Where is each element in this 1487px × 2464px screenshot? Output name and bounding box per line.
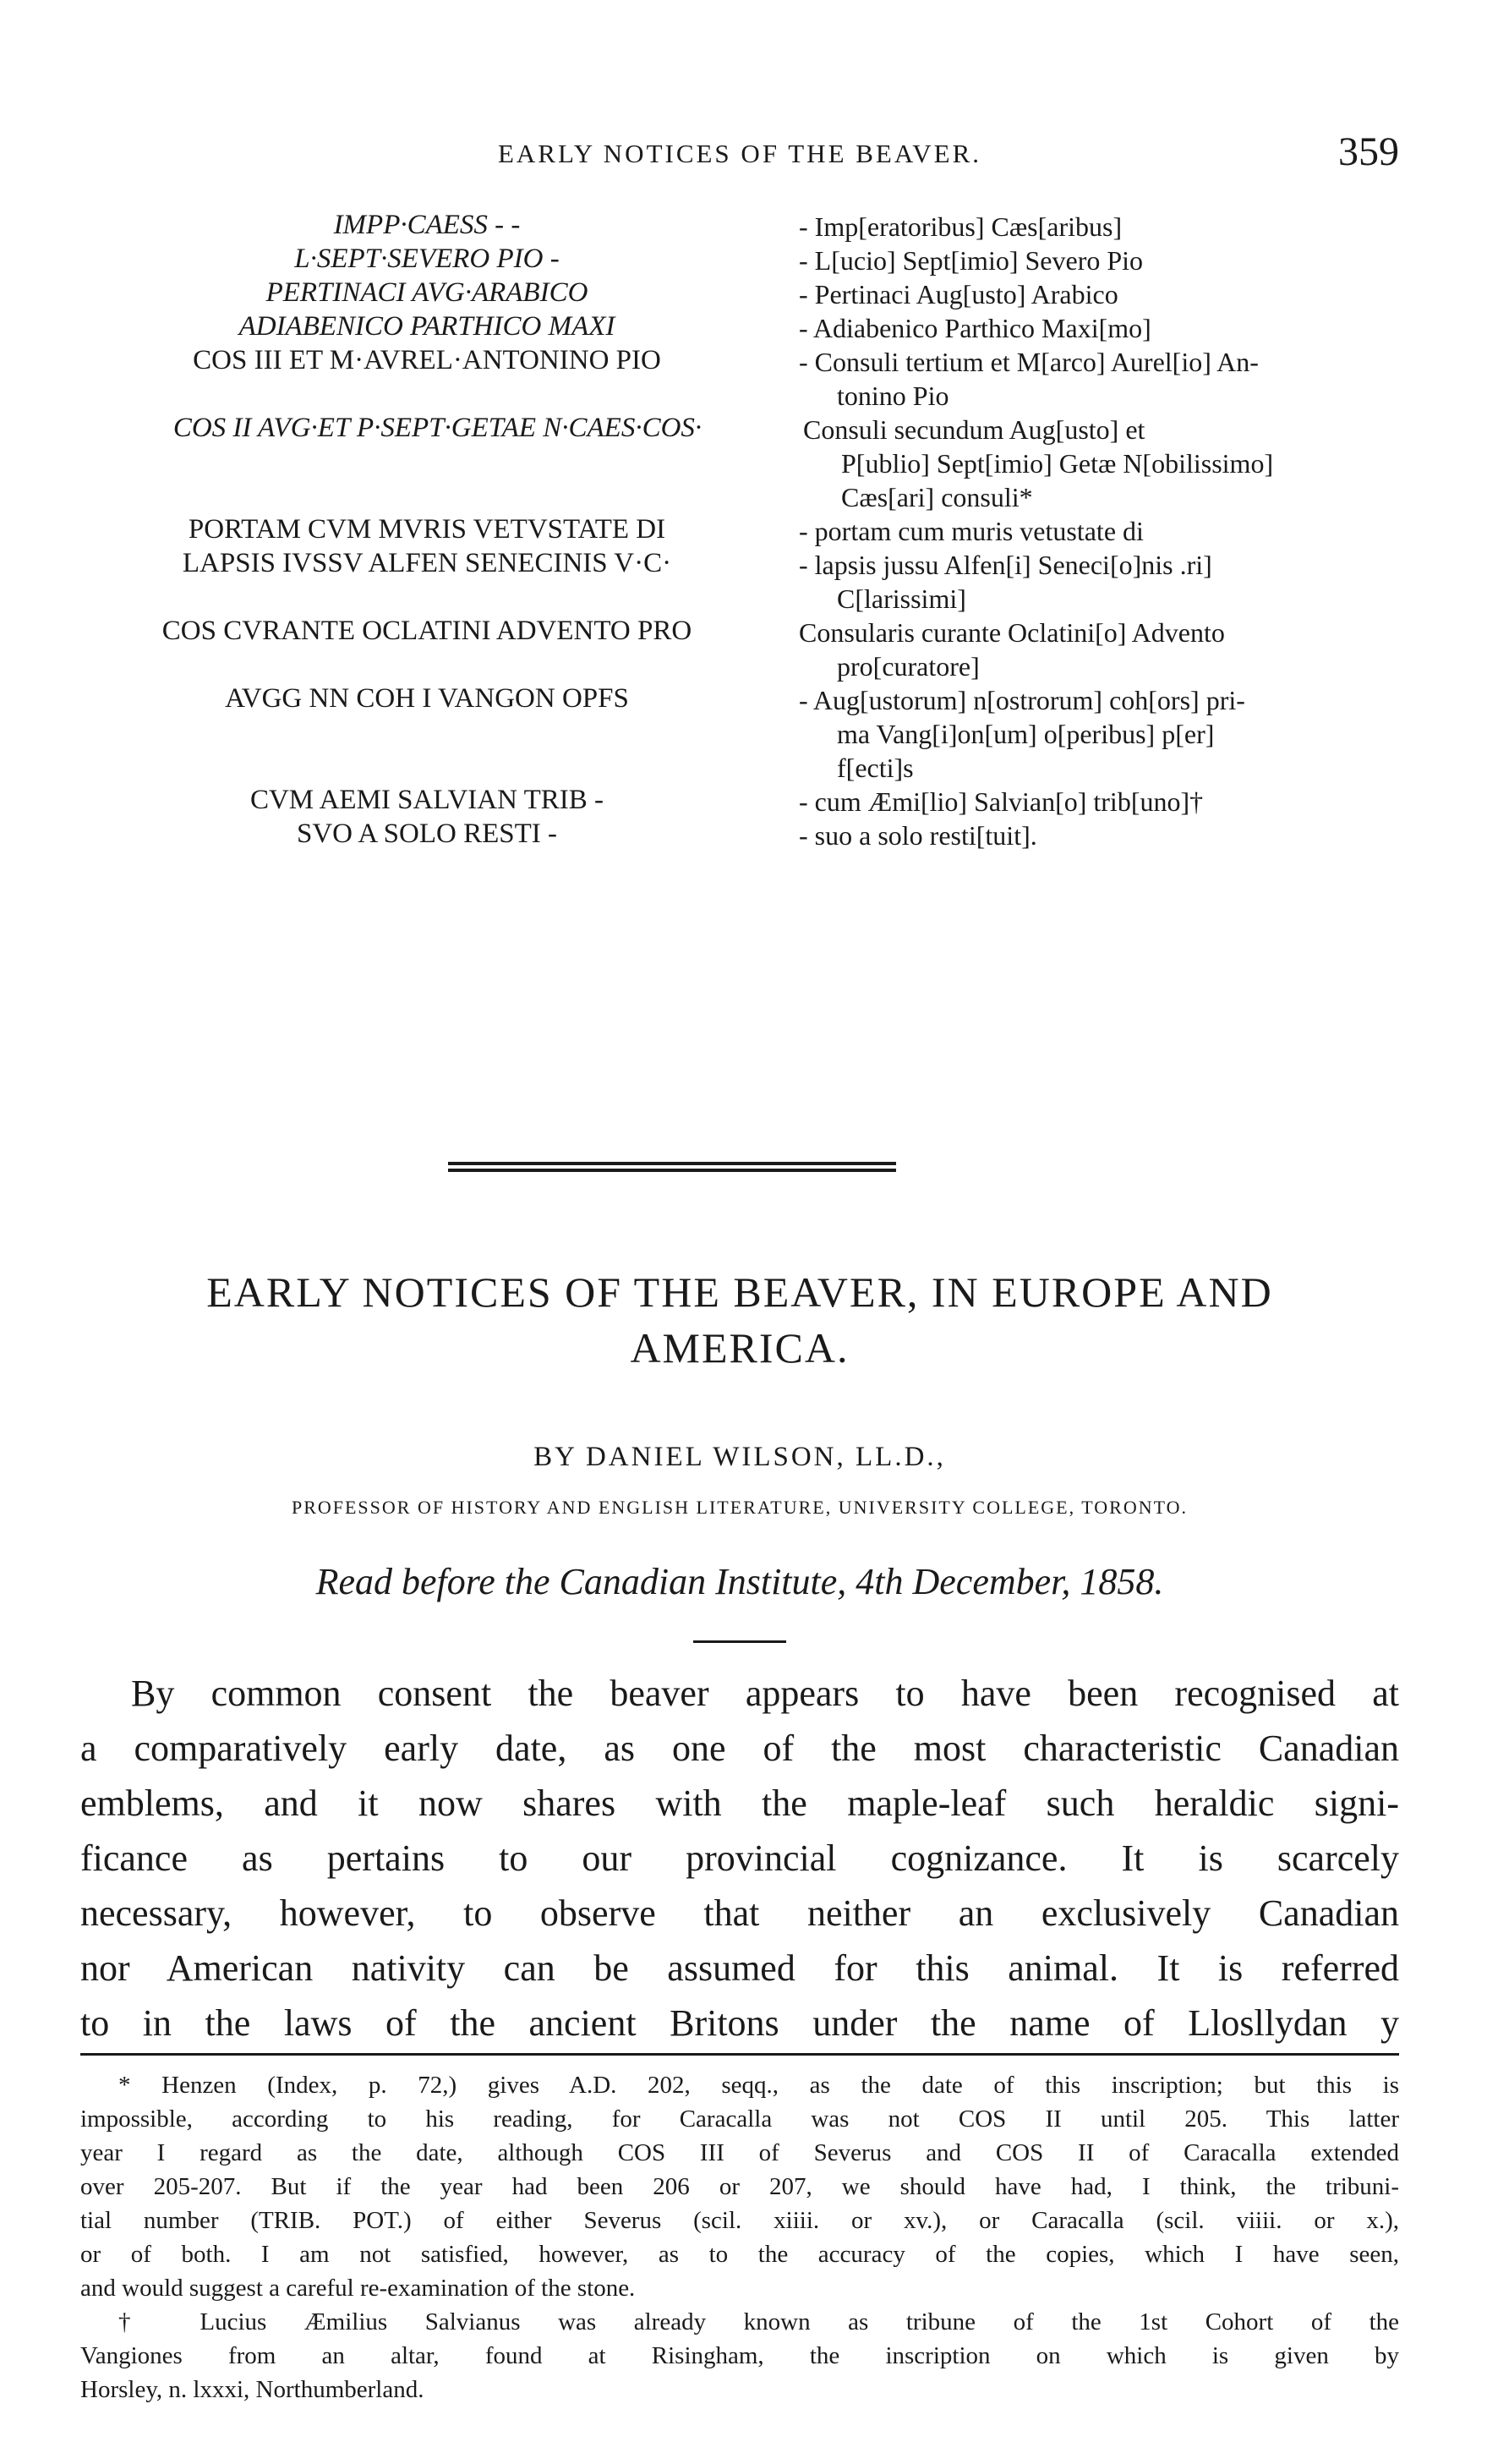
inscription-expansion xyxy=(799,616,1399,683)
footnotes xyxy=(80,2068,1399,2407)
inscription-latin-line: COS III ET M·AVREL·ANTONINO PIO xyxy=(193,345,661,375)
expansion-line: - Imp[eratoribus] Cæs[aribus] xyxy=(799,211,1123,242)
expansion-line: - cum Æmi[lio] Salvian[o] trib[uno]† xyxy=(799,786,1204,817)
body-line: to in the laws of the ancient Britons under the name of Llosllydan y xyxy=(80,2002,1399,2044)
expansion-line: Consuli secundum Aug[usto] et xyxy=(803,414,1145,445)
expansion-line: - Pertinaci Aug[usto] Arabico xyxy=(799,279,1118,309)
expansion-line: P[ublio] Sept[imio] Getæ N[obilissimo] xyxy=(841,448,1274,479)
body-line: emblems, and it now shares with the maple-leaf such heraldic signi- xyxy=(80,1782,1399,1824)
running-head-title: EARLY NOTICES OF THE BEAVER. xyxy=(497,139,982,168)
article-title-line: AMERICA. xyxy=(630,1324,850,1372)
expansion-line: f[ecti]s xyxy=(837,753,914,783)
inscription-expansion xyxy=(799,548,1399,616)
inscription-latin-line: COS CVRANTE OCLATINI ADVENTO PRO xyxy=(161,616,692,646)
expansion-line: - suo a solo resti[tuit]. xyxy=(799,820,1037,851)
inscription-expansion xyxy=(799,311,1399,345)
read-before-note: Read before the Canadian Institute, 4th December, 1858. xyxy=(315,1561,1164,1602)
inscription-latin-line: AVGG NN COH I VANGON OPFS xyxy=(225,683,629,714)
expansion-line: Consularis curante Oclatini[o] Advento xyxy=(799,617,1225,648)
body-line: a comparatively early date, as one of the most characteristic Canadian xyxy=(80,1728,1399,1769)
inscription-latin-line: CVM AEMI SALVIAN TRIB - xyxy=(249,785,604,815)
inscription-expansion xyxy=(799,210,1399,244)
author-byline: BY DANIEL WILSON, LL.D., xyxy=(533,1442,946,1472)
inscription-expansion xyxy=(799,819,1399,852)
footnote-line: tial number (TRIB. POT.) of either Severus (scil. xiiii. or xv.), or Caracalla (scil. viiii. or x.), xyxy=(80,2207,1399,2234)
inscription-latin-line: PERTINACI AVG·ARABICO xyxy=(265,277,588,308)
inscription-expansion xyxy=(799,785,1399,819)
inscription-latin-line: ADIABENICO PARTHICO MAXI xyxy=(238,311,615,342)
article-title-line: EARLY NOTICES OF THE BEAVER, IN EUROPE AND xyxy=(206,1268,1273,1316)
short-rule xyxy=(693,1640,786,1643)
footnote-line: * Henzen (Index, p. 72,) gives A.D. 202, seqq., as the date of this inscription; but this is xyxy=(118,2072,1399,2099)
inscription-latin-line: PORTAM CVM MVRIS VETVSTATE DI xyxy=(188,514,666,545)
inscription-expansion xyxy=(799,514,1399,548)
expansion-line: - lapsis jussu Alfen[i] Seneci[o]nis .ri] xyxy=(799,550,1212,580)
expansion-line: - portam cum muris vetustate di xyxy=(799,516,1144,546)
section-divider xyxy=(448,1162,896,1172)
footnote-line: Vangiones from an altar, found at Risingham, the inscription on which is given by xyxy=(80,2342,1399,2369)
footnote-rule xyxy=(80,2053,1399,2056)
expansion-line: - Adiabenico Parthico Maxi[mo] xyxy=(799,313,1151,343)
expansion-line: - L[ucio] Sept[imio] Severo Pio xyxy=(799,245,1144,276)
inscription-latin-line: L·SEPT·SEVERO PIO - xyxy=(294,244,560,274)
expansion-line: ma Vang[i]on[um] o[peribus] p[er] xyxy=(837,719,1215,749)
footnote-line: over 205-207. But if the year had been 206 or 207, we should have had, I think, the tribuni- xyxy=(80,2173,1399,2200)
body-paragraph xyxy=(80,1666,1399,2051)
footnote-line: and would suggest a careful re-examination of the stone. xyxy=(80,2275,636,2302)
expansion-line: - Consuli tertium et M[arco] Aurel[io] An- xyxy=(799,347,1259,377)
inscription-latin-line: SVO A SOLO RESTI - xyxy=(296,819,558,849)
body-line: ficance as pertains to our provincial cognizance. It is scarcely xyxy=(80,1837,1399,1879)
body-line: necessary, however, to observe that neither an exclusively Canadian xyxy=(80,1892,1399,1934)
expansion-line: Cæs[ari] consuli* xyxy=(841,482,1033,512)
footnote-line: Horsley, n. lxxxi, Northumberland. xyxy=(80,2376,424,2403)
footnote-line: impossible, according to his reading, for Caracalla was not COS II until 205. This latter xyxy=(80,2105,1399,2133)
expansion-line: - Aug[ustorum] n[ostrorum] coh[ors] pri- xyxy=(799,685,1245,715)
inscription-latin-line: IMPP·CAESS - - xyxy=(333,210,521,240)
inscription-latin-line: LAPSIS IVSSV ALFEN SENECINIS V·C· xyxy=(182,548,672,578)
inscription-expansion xyxy=(799,244,1399,277)
inscription-expansion xyxy=(799,277,1399,311)
footnote-line: year I regard as the date, although COS III of Severus and COS II of Caracalla extended xyxy=(80,2139,1399,2166)
inscription-expansion xyxy=(803,413,1403,514)
body-line: By common consent the beaver appears to have been recognised at xyxy=(131,1673,1399,1714)
expansion-line: tonino Pio xyxy=(837,381,949,411)
page-number: 359 xyxy=(1338,129,1399,174)
article-title xyxy=(80,1264,1399,1376)
expansion-line: pro[curatore] xyxy=(837,651,980,682)
author-affiliation: PROFESSOR OF HISTORY AND ENGLISH LITERATURE, UNIVERSITY COLLEGE, TORONTO. xyxy=(291,1497,1189,1518)
body-line: nor American nativity can be assumed for this animal. It is referred xyxy=(80,1947,1399,1989)
footnote-line: † Lucius Æmilius Salvianus was already known as tribune of the 1st Cohort of the xyxy=(118,2308,1399,2335)
footnote-line: or of both. I am not satisfied, however, as to the accuracy of the copies, which I have seen, xyxy=(80,2241,1399,2268)
running-head xyxy=(80,127,1399,178)
inscription-expansion xyxy=(799,345,1399,413)
expansion-line: C[larissimi] xyxy=(837,583,966,614)
inscription-latin-line: COS II AVG·ET P·SEPT·GETAE N·CAES·COS· xyxy=(172,413,702,443)
inscription-expansion xyxy=(799,683,1399,785)
